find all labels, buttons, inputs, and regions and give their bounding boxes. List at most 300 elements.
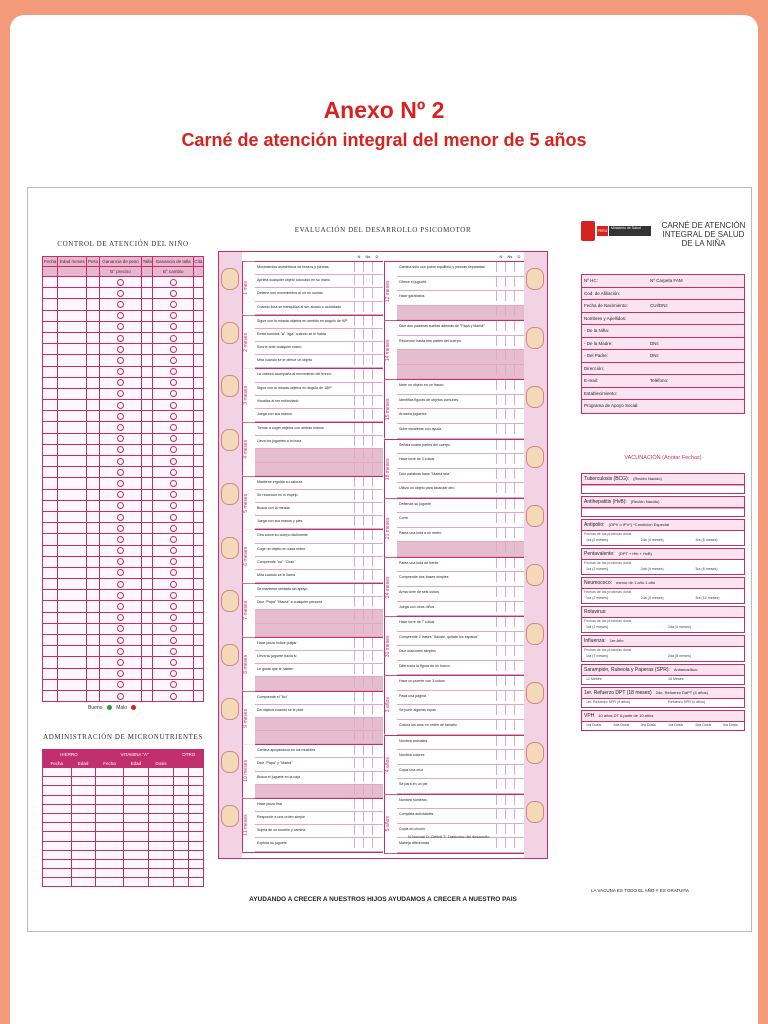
checkbox[interactable]	[354, 718, 363, 728]
checkbox[interactable]	[514, 795, 523, 805]
checkbox[interactable]	[496, 676, 505, 686]
checkbox[interactable]	[354, 785, 363, 795]
checkbox[interactable]	[363, 463, 372, 473]
checkbox[interactable]	[496, 395, 505, 405]
checkbox[interactable]	[496, 646, 505, 656]
checkbox[interactable]	[354, 409, 363, 419]
checkbox[interactable]	[372, 570, 381, 580]
checkbox[interactable]	[496, 291, 505, 301]
checkbox[interactable]	[354, 262, 363, 272]
checkbox[interactable]	[363, 503, 372, 513]
checkbox[interactable]	[363, 369, 372, 379]
checkbox[interactable]	[372, 316, 381, 326]
checkbox[interactable]	[505, 646, 514, 656]
checkbox[interactable]	[514, 499, 523, 509]
checkbox[interactable]	[514, 262, 523, 272]
checkbox[interactable]	[363, 745, 372, 755]
checkbox[interactable]	[354, 624, 363, 634]
checkbox[interactable]	[372, 692, 381, 702]
checkbox[interactable]	[372, 463, 381, 473]
status-circle-icon	[170, 446, 177, 453]
checkbox[interactable]	[505, 661, 514, 671]
age-group	[384, 558, 525, 617]
milestone-row	[397, 809, 525, 824]
id-field-label: DNI:	[650, 340, 659, 346]
checkbox[interactable]	[363, 342, 372, 352]
checkbox[interactable]	[514, 602, 523, 612]
control-row	[43, 277, 204, 288]
checkbox[interactable]	[354, 664, 363, 674]
checkbox[interactable]	[354, 692, 363, 702]
checkbox[interactable]	[354, 383, 363, 393]
checkbox[interactable]	[505, 380, 514, 390]
checkbox[interactable]	[363, 490, 372, 500]
checkbox[interactable]	[354, 342, 363, 352]
checkbox[interactable]	[505, 365, 514, 375]
checkbox[interactable]	[354, 799, 363, 809]
milestone-row	[255, 342, 383, 355]
vaccine-block	[581, 687, 745, 708]
checkbox[interactable]	[354, 302, 363, 312]
age-group	[242, 316, 383, 370]
checkbox[interactable]	[363, 477, 372, 487]
checkbox[interactable]	[505, 705, 514, 715]
checkbox[interactable]	[514, 336, 523, 346]
checkbox[interactable]	[363, 812, 372, 822]
checkbox[interactable]	[505, 632, 514, 642]
checkbox[interactable]	[505, 795, 514, 805]
checkbox[interactable]	[505, 558, 514, 568]
checkbox[interactable]	[505, 528, 514, 538]
checkbox[interactable]	[514, 617, 523, 627]
checkbox[interactable]	[514, 661, 523, 671]
checkbox[interactable]	[354, 490, 363, 500]
checkbox[interactable]	[363, 785, 372, 795]
checkbox[interactable]	[354, 597, 363, 607]
checkbox[interactable]	[372, 597, 381, 607]
vaccine-sub: 10 años DT A partir de 10 años	[598, 713, 654, 718]
checkbox[interactable]	[496, 542, 505, 552]
checkbox[interactable]	[514, 409, 523, 419]
checkbox[interactable]	[372, 383, 381, 393]
checkbox[interactable]	[372, 638, 381, 648]
checkbox[interactable]	[496, 440, 505, 450]
checkbox[interactable]	[514, 454, 523, 464]
milestone-row	[255, 288, 383, 301]
checkbox[interactable]	[354, 838, 363, 848]
checkbox[interactable]	[372, 436, 381, 446]
checkbox[interactable]	[496, 424, 505, 434]
checkbox[interactable]	[363, 758, 372, 768]
checkbox[interactable]	[505, 395, 514, 405]
status-circle-icon	[117, 413, 124, 420]
checkbox[interactable]	[363, 799, 372, 809]
checkbox[interactable]	[496, 528, 505, 538]
checkbox[interactable]	[496, 572, 505, 582]
checkbox[interactable]	[354, 503, 363, 513]
col-fecha: Fecha	[95, 759, 124, 768]
checkbox[interactable]	[505, 469, 514, 479]
checkbox[interactable]	[496, 765, 505, 775]
checkbox[interactable]	[363, 638, 372, 648]
checkbox[interactable]	[505, 321, 514, 331]
checkbox[interactable]	[372, 544, 381, 554]
checkbox[interactable]	[505, 809, 514, 819]
checkbox[interactable]	[372, 342, 381, 352]
checkbox[interactable]	[514, 483, 523, 493]
milestone-text: Sujeta de un mueble y camina	[257, 828, 306, 833]
checkbox[interactable]	[372, 624, 381, 634]
checkbox[interactable]	[505, 336, 514, 346]
checkbox[interactable]	[354, 731, 363, 741]
checkbox[interactable]	[363, 624, 372, 634]
checkbox[interactable]	[372, 718, 381, 728]
milestone-text: Defiende su juguete	[399, 501, 431, 506]
checkbox[interactable]	[505, 587, 514, 597]
checkbox[interactable]	[372, 677, 381, 687]
status-circle-icon	[170, 648, 177, 655]
id-field-label: Cod. de Afiliación:	[584, 290, 621, 296]
checkbox[interactable]	[363, 838, 372, 848]
milestone-row	[255, 544, 383, 557]
checkbox[interactable]	[505, 454, 514, 464]
checkbox[interactable]	[354, 772, 363, 782]
checkbox[interactable]	[505, 617, 514, 627]
vaccine-name: Tuberculosis (BCG):	[584, 476, 630, 482]
checkbox[interactable]	[505, 409, 514, 419]
checkbox[interactable]	[496, 380, 505, 390]
checkbox[interactable]	[363, 664, 372, 674]
checkbox[interactable]	[505, 691, 514, 701]
checkbox[interactable]	[496, 809, 505, 819]
checkbox[interactable]	[372, 355, 381, 365]
checkbox[interactable]	[354, 516, 363, 526]
status-circle-icon	[170, 514, 177, 521]
checkbox[interactable]	[505, 291, 514, 301]
checkbox[interactable]	[505, 350, 514, 360]
checkbox[interactable]	[514, 350, 523, 360]
checkbox[interactable]	[496, 321, 505, 331]
checkbox[interactable]	[514, 720, 523, 730]
checkbox[interactable]	[354, 423, 363, 433]
checkbox[interactable]	[514, 528, 523, 538]
checkbox[interactable]	[514, 380, 523, 390]
child-illustration-icon	[526, 564, 544, 586]
checkbox[interactable]	[372, 302, 381, 312]
checkbox[interactable]	[354, 570, 363, 580]
checkbox[interactable]	[372, 503, 381, 513]
checkbox[interactable]	[363, 731, 372, 741]
checkbox[interactable]	[514, 587, 523, 597]
checkbox[interactable]	[354, 436, 363, 446]
checkbox[interactable]	[372, 838, 381, 848]
checkbox[interactable]	[505, 676, 514, 686]
checkbox[interactable]	[505, 572, 514, 582]
checkbox[interactable]	[354, 610, 363, 620]
checkbox[interactable]	[354, 530, 363, 540]
checkbox[interactable]	[363, 597, 372, 607]
milestone-row	[397, 483, 525, 498]
checkbox[interactable]	[354, 275, 363, 285]
checkbox[interactable]	[505, 838, 514, 848]
checkbox[interactable]	[505, 765, 514, 775]
status-circle-icon	[170, 435, 177, 442]
checkbox[interactable]	[514, 779, 523, 789]
checkbox[interactable]	[363, 584, 372, 594]
checkbox[interactable]	[354, 449, 363, 459]
age-group	[384, 262, 525, 321]
dose-label: 1ra Dosis	[668, 723, 684, 727]
checkbox[interactable]	[496, 838, 505, 848]
checkbox[interactable]	[496, 499, 505, 509]
checkbox[interactable]	[363, 355, 372, 365]
checkbox[interactable]	[363, 275, 372, 285]
checkbox[interactable]	[372, 799, 381, 809]
checkbox[interactable]	[505, 513, 514, 523]
checkbox[interactable]	[514, 365, 523, 375]
checkbox[interactable]	[514, 291, 523, 301]
checkbox[interactable]	[354, 477, 363, 487]
checkbox[interactable]	[496, 602, 505, 612]
checkbox[interactable]	[354, 812, 363, 822]
checkbox[interactable]	[372, 584, 381, 594]
checkbox[interactable]	[514, 277, 523, 287]
checkbox[interactable]	[514, 395, 523, 405]
checkbox[interactable]	[514, 558, 523, 568]
checkbox[interactable]	[496, 558, 505, 568]
child-illustration-icon	[221, 644, 239, 666]
checkbox[interactable]	[372, 745, 381, 755]
checkbox[interactable]	[354, 396, 363, 406]
milestone-text: Hace pinza fina	[257, 801, 282, 806]
milestone-text: Mete un objeto en un frasco	[399, 383, 444, 388]
checkbox[interactable]	[363, 570, 372, 580]
checkbox[interactable]	[514, 691, 523, 701]
control-row	[43, 366, 204, 377]
checkbox[interactable]	[505, 824, 514, 834]
checkbox[interactable]	[372, 329, 381, 339]
eval-col-header-label: D	[517, 254, 521, 259]
checkbox[interactable]	[363, 409, 372, 419]
checkbox[interactable]	[372, 396, 381, 406]
checkbox[interactable]	[354, 288, 363, 298]
checkbox[interactable]	[372, 705, 381, 715]
checkbox[interactable]	[496, 306, 505, 316]
checkbox[interactable]	[496, 365, 505, 375]
checkbox[interactable]	[372, 490, 381, 500]
checkbox[interactable]	[505, 277, 514, 287]
checkbox[interactable]	[496, 750, 505, 760]
checkbox[interactable]	[514, 572, 523, 582]
checkbox[interactable]	[354, 316, 363, 326]
slogan: AYUDANDO A CRECER A NUESTROS HIJOS AYUDAMOS A CRECER A NUESTRO PAIS	[249, 896, 517, 903]
checkbox[interactable]	[354, 355, 363, 365]
checkbox[interactable]	[496, 409, 505, 419]
checkbox[interactable]	[496, 513, 505, 523]
checkbox[interactable]	[496, 736, 505, 746]
checkbox[interactable]	[354, 557, 363, 567]
checkbox[interactable]	[363, 705, 372, 715]
checkbox[interactable]	[514, 705, 523, 715]
checkbox[interactable]	[496, 336, 505, 346]
checkbox[interactable]	[354, 651, 363, 661]
checkbox[interactable]	[496, 795, 505, 805]
checkbox[interactable]	[363, 516, 372, 526]
checkbox[interactable]	[372, 785, 381, 795]
checkbox[interactable]	[496, 587, 505, 597]
checkbox[interactable]	[372, 812, 381, 822]
checkbox[interactable]	[514, 824, 523, 834]
checkbox[interactable]	[354, 329, 363, 339]
checkbox[interactable]	[372, 772, 381, 782]
vaccine-sub: 1er Año	[609, 638, 624, 643]
checkbox[interactable]	[505, 483, 514, 493]
checkbox[interactable]	[372, 449, 381, 459]
milestone-text: Hace un puente con 3 cubos	[399, 679, 445, 684]
checkbox[interactable]	[514, 306, 523, 316]
checkbox[interactable]	[496, 779, 505, 789]
checkbox[interactable]	[514, 676, 523, 686]
checkbox[interactable]	[496, 824, 505, 834]
checkbox[interactable]	[363, 610, 372, 620]
checkbox[interactable]	[354, 677, 363, 687]
checkbox[interactable]	[505, 499, 514, 509]
checkbox[interactable]	[514, 469, 523, 479]
checkbox[interactable]	[363, 396, 372, 406]
checkbox[interactable]	[514, 424, 523, 434]
dose-row	[582, 676, 744, 684]
checkbox[interactable]	[363, 383, 372, 393]
checkbox[interactable]	[363, 651, 372, 661]
admin-row	[43, 832, 204, 841]
checkbox[interactable]	[354, 745, 363, 755]
checkbox[interactable]	[496, 277, 505, 287]
checkbox[interactable]	[505, 424, 514, 434]
checkbox[interactable]	[496, 483, 505, 493]
milestone-text: Gira sobre su cuerpo fácilmente	[257, 533, 308, 538]
age-label: 2 meses	[242, 316, 255, 369]
checkbox[interactable]	[505, 602, 514, 612]
checkbox[interactable]	[505, 440, 514, 450]
checkbox[interactable]	[363, 436, 372, 446]
checkbox[interactable]	[496, 705, 505, 715]
checkbox[interactable]	[514, 513, 523, 523]
checkbox[interactable]	[496, 617, 505, 627]
checkbox[interactable]	[372, 423, 381, 433]
checkbox[interactable]	[514, 809, 523, 819]
checkbox[interactable]	[496, 720, 505, 730]
age-group	[384, 321, 525, 380]
checkbox[interactable]	[372, 557, 381, 567]
child-illustration-icon	[526, 682, 544, 704]
checkbox[interactable]	[354, 463, 363, 473]
checkbox[interactable]	[505, 720, 514, 730]
checkbox[interactable]	[496, 691, 505, 701]
checkbox[interactable]	[496, 262, 505, 272]
checkbox[interactable]	[496, 661, 505, 671]
status-circle-icon	[117, 592, 124, 599]
checkbox[interactable]	[496, 632, 505, 642]
id-field-label: Nº Carpeta FAM	[650, 278, 683, 283]
checkbox[interactable]	[354, 584, 363, 594]
status-circle-icon	[170, 525, 177, 532]
green-dot-icon	[107, 705, 112, 710]
dose-row	[582, 653, 744, 661]
checkbox[interactable]	[363, 557, 372, 567]
checkbox[interactable]	[363, 449, 372, 459]
checkbox[interactable]	[363, 718, 372, 728]
checkbox[interactable]	[363, 288, 372, 298]
checkbox[interactable]	[363, 423, 372, 433]
checkbox[interactable]	[372, 731, 381, 741]
checkbox[interactable]	[514, 440, 523, 450]
checkbox[interactable]	[514, 542, 523, 552]
checkbox[interactable]	[354, 758, 363, 768]
vaccine-header	[582, 578, 744, 589]
checkbox[interactable]	[363, 316, 372, 326]
checkbox[interactable]	[514, 838, 523, 848]
checkbox[interactable]	[372, 288, 381, 298]
checkbox[interactable]	[372, 409, 381, 419]
checkbox[interactable]	[354, 369, 363, 379]
checkbox[interactable]	[496, 469, 505, 479]
checkbox[interactable]	[363, 302, 372, 312]
checkbox[interactable]	[372, 262, 381, 272]
checkbox[interactable]	[363, 772, 372, 782]
checkbox[interactable]	[372, 610, 381, 620]
checkbox[interactable]	[372, 516, 381, 526]
checkbox[interactable]	[505, 306, 514, 316]
checkbox[interactable]	[514, 646, 523, 656]
checkbox[interactable]	[505, 779, 514, 789]
checkbox[interactable]	[505, 750, 514, 760]
checkbox[interactable]	[514, 736, 523, 746]
child-illustration-icon	[526, 386, 544, 408]
dose-row	[582, 624, 744, 632]
checkbox[interactable]	[496, 454, 505, 464]
checkbox[interactable]	[505, 542, 514, 552]
checkbox[interactable]	[363, 692, 372, 702]
checkbox[interactable]	[514, 632, 523, 642]
checkbox[interactable]	[496, 350, 505, 360]
checkbox[interactable]	[363, 544, 372, 554]
checkbox[interactable]	[514, 765, 523, 775]
id-row	[582, 350, 744, 363]
checkbox[interactable]	[372, 651, 381, 661]
checkbox[interactable]	[372, 758, 381, 768]
checkbox[interactable]	[354, 544, 363, 554]
checkbox[interactable]	[372, 477, 381, 487]
checkbox[interactable]	[363, 329, 372, 339]
checkbox[interactable]	[354, 705, 363, 715]
checkbox[interactable]	[363, 677, 372, 687]
age-label: 3 años	[384, 676, 397, 734]
checkbox[interactable]	[363, 262, 372, 272]
checkbox[interactable]	[363, 530, 372, 540]
checkbox[interactable]	[514, 321, 523, 331]
checkbox[interactable]	[505, 736, 514, 746]
checkbox[interactable]	[505, 262, 514, 272]
checkbox[interactable]	[372, 530, 381, 540]
checkbox[interactable]	[372, 369, 381, 379]
checkbox[interactable]	[354, 638, 363, 648]
checkbox[interactable]	[514, 750, 523, 760]
control-row	[43, 344, 204, 355]
status-circle-icon	[170, 413, 177, 420]
checkbox[interactable]	[372, 664, 381, 674]
group-vitamina: VITAMINA "A"	[95, 750, 174, 759]
checkbox[interactable]	[372, 275, 381, 285]
